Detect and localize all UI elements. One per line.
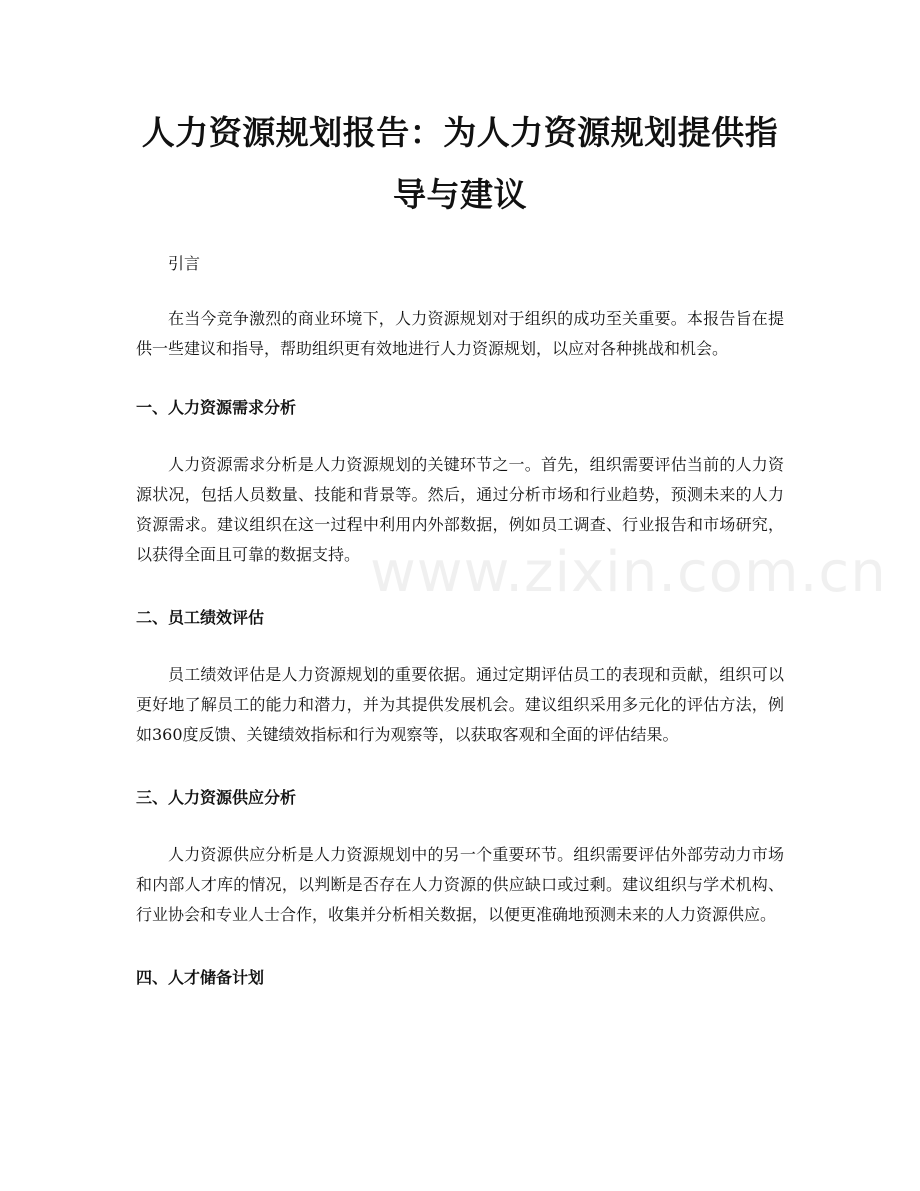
section-heading-4: 四、人才储备计划 bbox=[136, 968, 265, 987]
section-paragraph-3: 人力资源供应分析是人力资源规划中的另一个重要环节。组织需要评估外部劳动力市场和内部人才库的情况，以判断是否存在人力资源的供应缺口或过剩。建议组织与学术机构、行业协会和专业人士合作，收集并分析相关数据，以便更准确地预测未来的人力资源供应。 bbox=[136, 845, 784, 924]
document-title: 人力资源规划报告：为人力资源规划提供指导与建议 bbox=[141, 113, 779, 214]
section-paragraph-2: 员工绩效评估是人力资源规划的重要依据。通过定期评估员工的表现和贡献，组织可以更好地了解员工的能力和潜力，并为其提供发展机会。建议组织采用多元化的评估方法，例如360度反馈、关键绩效指标和行为观察等，以获取客观和全面的评估结果。 bbox=[136, 665, 784, 744]
intro-label: 引言 bbox=[168, 254, 201, 273]
section-paragraph-1: 人力资源需求分析是人力资源规划的关键环节之一。首先，组织需要评估当前的人力资源状况，包括人员数量、技能和背景等。然后，通过分析市场和行业趋势，预测未来的人力资源需求。建议组织在这一过程中利用内外部数据，例如员工调查、行业报告和市场研究，以获得全面且可靠的数据支持。 bbox=[136, 455, 784, 564]
intro-paragraph: 在当今竞争激烈的商业环境下，人力资源规划对于组织的成功至关重要。本报告旨在提供一些建议和指导，帮助组织更有效地进行人力资源规划，以应对各种挑战和机会。 bbox=[136, 309, 784, 358]
section-heading-1: 一、人力资源需求分析 bbox=[136, 398, 297, 417]
section-heading-3: 三、人力资源供应分析 bbox=[136, 788, 297, 807]
watermark: www.zixin.com.cn bbox=[370, 540, 887, 605]
section-heading-2: 二、员工绩效评估 bbox=[136, 608, 265, 627]
